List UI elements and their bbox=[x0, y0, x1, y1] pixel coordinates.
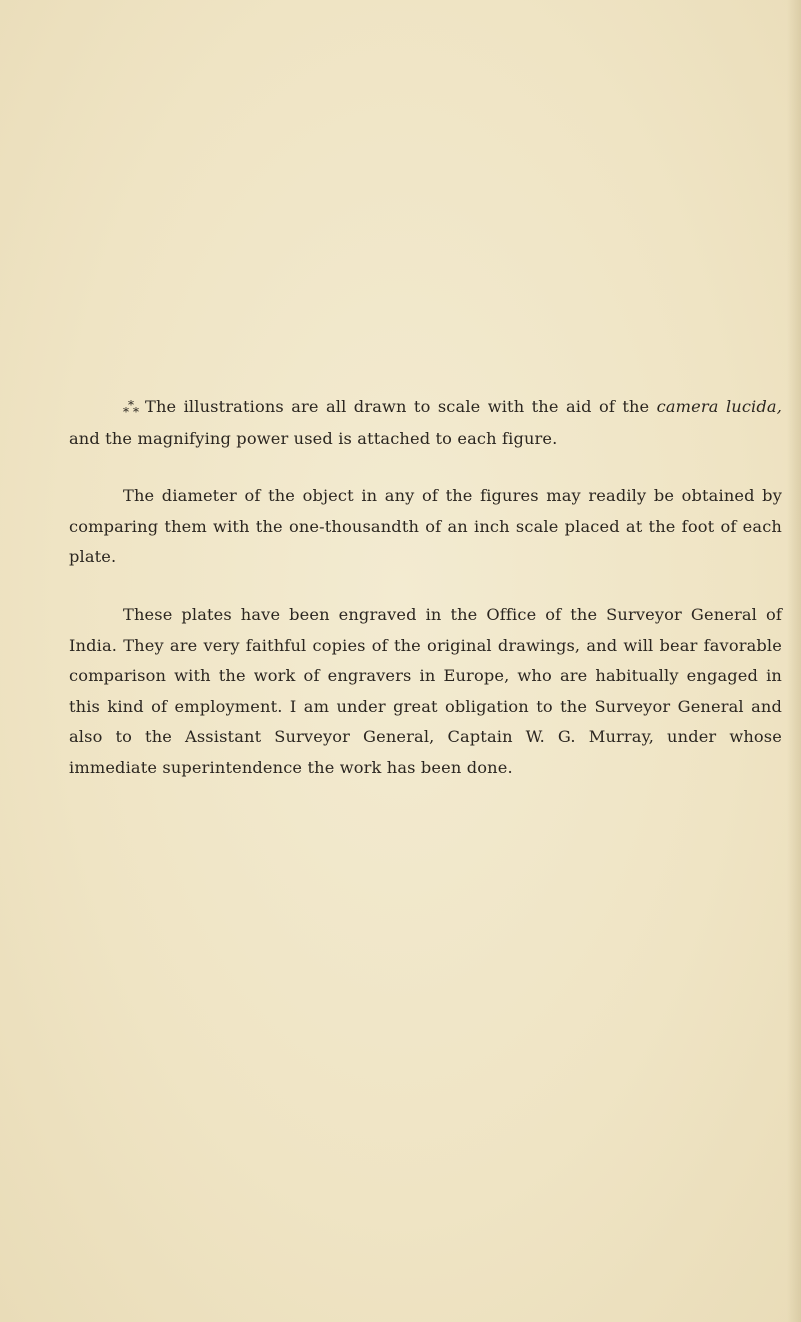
illustration-notes bbox=[69, 388, 782, 784]
asterism-icon: *** bbox=[123, 398, 138, 419]
illustrations-text-end: and the magnifying power used is attached to each figure. bbox=[69, 428, 558, 448]
note-paragraph-illustrations bbox=[69, 388, 782, 454]
note-paragraph-plates: These plates have been engraved in the Office of the Surveyor General of India. They are very faithful copies of the original drawings, and will bear favorable comparison with the work of engravers in Europe, who are habitually engaged in this kind of employment. I am under great obligation to the Surveyor General and also to the Assistant Surveyor General, Captain W. G. Murray, under whose immediate superintendence the work has been done. bbox=[69, 604, 782, 777]
illustrations-text-start: The illustrations are all drawn to scale with the aid of the bbox=[145, 397, 657, 416]
note-paragraph-diameter: The diameter of the object in any of the figures may readily be obtained by comparing them with the one-thousandth of an inch scale placed at the foot of each plate. bbox=[69, 486, 782, 567]
camera-lucida-term: camera lucida, bbox=[656, 397, 782, 416]
